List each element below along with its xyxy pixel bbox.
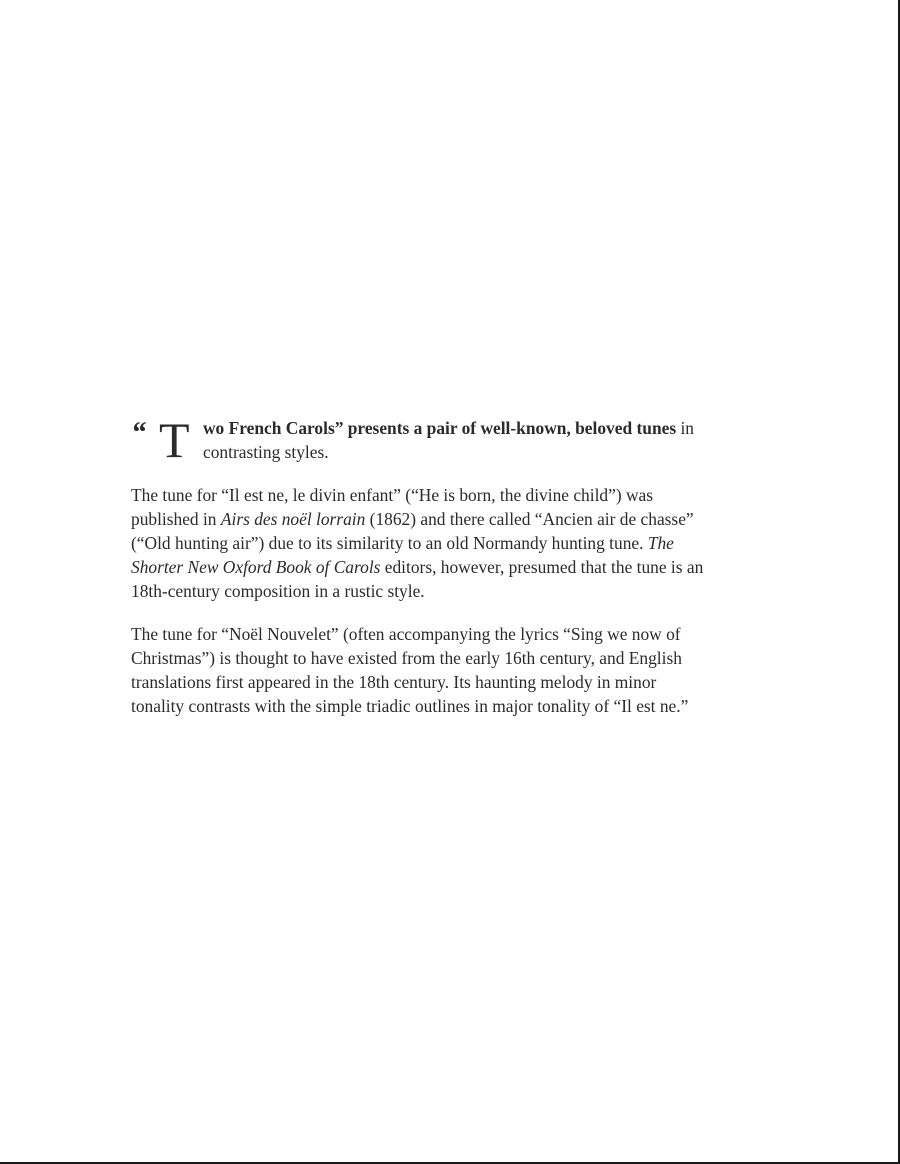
paragraph-il-est-ne	[131, 483, 763, 603]
paragraph-2-line-3: translations first appeared in the 18th century. Its haunting melody in minor	[131, 672, 657, 692]
paragraph-1-line-5: 18th-century composition in a rustic style.	[131, 581, 425, 601]
paragraph-2-line-4: tonality contrasts with the simple triadic outlines in major tonality of “Il est ne.”	[131, 696, 689, 716]
intro-text	[131, 412, 763, 468]
intro-line-2: contrasting styles.	[203, 442, 329, 462]
book-title-oxford-part-2: Shorter New Oxford Book of Carols	[131, 557, 381, 577]
paragraph-noel-nouvelet	[131, 622, 763, 718]
paragraph-1-line-1: The tune for “Il est ne, le divin enfant” (“He is born, the divine child”) was	[131, 485, 654, 505]
paragraph-1-line-2	[131, 507, 763, 531]
program-note	[131, 412, 763, 737]
book-title-oxford-part-1: The	[647, 533, 674, 553]
intro-line-1	[203, 416, 763, 440]
paragraph-1-line-3	[131, 531, 763, 555]
paragraph-1-line-4-end: editors, however, presumed that the tune is an	[380, 557, 704, 577]
paragraph-2-line-1: The tune for “Noël Nouvelet” (often accompanying the lyrics “Sing we now of	[131, 624, 681, 644]
paragraph-1-line-4	[131, 555, 763, 579]
book-title-airs-des-noel: Airs des noël lorrain	[220, 509, 366, 529]
paragraph-1-line-3-start: (“Old hunting air”) due to its similarity to an old Normandy hunting tune.	[131, 533, 648, 553]
intro-paragraph	[131, 412, 763, 468]
paragraph-1-line-2-start: published in	[131, 509, 221, 529]
intro-bold-phrase: wo French Carols” presents a pair of well-known, beloved tunes	[203, 418, 677, 438]
dropcap-open-quote: “	[131, 416, 144, 449]
paragraph-2-line-2: Christmas”) is thought to have existed from the early 16th century, and English	[131, 648, 682, 668]
intro-line-1-rest: in	[676, 418, 694, 438]
paragraph-1-line-2-end: (1862) and there called “Ancien air de chasse”	[365, 509, 694, 529]
dropcap-letter: T	[159, 412, 190, 468]
